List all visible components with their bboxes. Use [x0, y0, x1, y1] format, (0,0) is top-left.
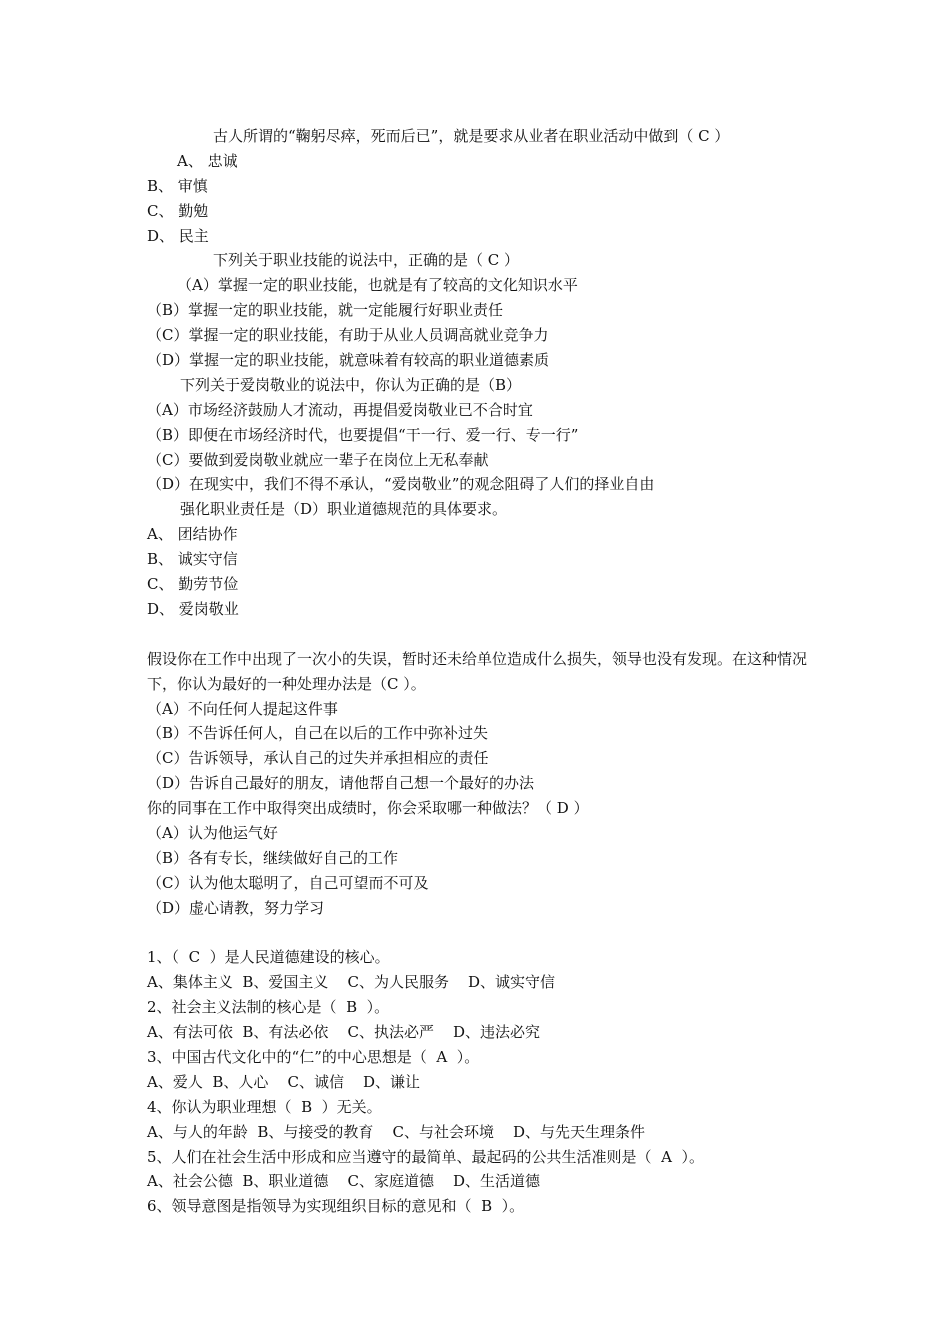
answer-option: （D）在现实中，我们不得不承认，“爱岗敬业”的观念阻碍了人们的择业自由 [147, 475, 655, 494]
answer-option: （B）即便在市场经济时代，也要提倡“干一行、爱一行、专一行” [147, 425, 579, 444]
answer-option: （D）虚心请教，努力学习 [147, 898, 325, 917]
answer-option: B、 诚实守信 [147, 550, 238, 569]
question-stem: 1、（ C ）是人民道德建设的核心。 [147, 948, 390, 967]
answer-option: （A）掌握一定的职业技能，也就是有了较高的文化知识水平 [177, 276, 578, 295]
question-stem: 2、社会主义法制的核心是（ B ）。 [147, 998, 390, 1017]
answer-option: B、 审慎 [147, 176, 208, 195]
question-stem: 3、中国古代文化中的“仁”的中心思想是（ A ）。 [147, 1047, 480, 1066]
answer-options-row: A、爱人 B、人心 C、诚信 D、谦让 [147, 1072, 421, 1091]
question-stem: 4、你认为职业理想（ B ）无关。 [147, 1097, 382, 1116]
answer-option: C、 勤劳节俭 [147, 575, 239, 594]
question-stem: 古人所谓的“鞠躬尽瘁，死而后已”，就是要求从业者在职业活动中做到（ C ） [213, 127, 730, 145]
answer-option: （A）认为他运气好 [147, 823, 278, 842]
answer-option: （A）不向任何人提起这件事 [147, 699, 338, 718]
answer-option: （B）掌握一定的职业技能，就一定能履行好职业责任 [147, 301, 504, 320]
answer-option: （C）要做到爱岗敬业就应一辈子在岗位上无私奉献 [147, 450, 489, 469]
answer-option: D、 爱岗敬业 [147, 599, 239, 618]
answer-options-row: A、社会公德 B、职业道德 C、家庭道德 D、生活道德 [147, 1172, 541, 1191]
answer-options-row: A、与人的年龄 B、与接受的教育 C、与社会环境 D、与先天生理条件 [147, 1122, 646, 1141]
answer-option: （D）掌握一定的职业技能，就意味着有较高的职业道德素质 [147, 351, 550, 370]
document-body [147, 124, 827, 1219]
answer-option: （B）各有专长，继续做好自己的工作 [147, 848, 399, 867]
answer-option: （A）市场经济鼓励人才流动，再提倡爱岗敬业已不合时宜 [147, 400, 533, 419]
spacer [147, 622, 827, 647]
answer-option: （B）不告诉任何人，自己在以后的工作中弥补过失 [147, 724, 489, 743]
answer-option: （C）认为他太聪明了，自己可望而不可及 [147, 873, 429, 892]
question-stem: 假设你在工作中出现了一次小的失误，暂时还未给单位造成什么损失，领导也没有发现。在这种情况下，你认为最好的一种处理办法是（C ）。 [147, 649, 808, 693]
question-stem: 6、领导意图是指领导为实现组织目标的意见和（ B ）。 [147, 1197, 525, 1216]
question-stem: 下列关于职业技能的说法中，正确的是（ C ） [213, 251, 520, 270]
question-stem: 下列关于爱岗敬业的说法中，你认为正确的是（B） [180, 375, 522, 394]
answer-option: （C）告诉领导，承认自己的过失并承担相应的责任 [147, 749, 489, 768]
question-stem: 你的同事在工作中取得突出成绩时，你会采取哪一种做法？（ D ） [147, 799, 589, 818]
answer-option: （D）告诉自己最好的朋友，请他帮自己想一个最好的办法 [147, 774, 535, 793]
answer-option: D、 民主 [147, 226, 209, 245]
question-stem: 5、人们在社会生活中形成和应当遵守的最简单、最起码的公共生活准则是（ A ）。 [147, 1147, 704, 1166]
answer-option: A、 团结协作 [147, 525, 238, 544]
answer-option: C、 勤勉 [147, 201, 209, 220]
answer-options-row: A、集体主义 B、爱国主义 C、为人民服务 D、诚实守信 [147, 973, 556, 992]
spacer [147, 921, 827, 946]
answer-option: （C）掌握一定的职业技能，有助于从业人员调高就业竞争力 [147, 326, 549, 345]
question-stem: 强化职业责任是（D）职业道德规范的具体要求。 [180, 500, 508, 519]
answer-option: A、 忠诚 [177, 151, 238, 170]
answer-options-row: A、有法可依 B、有法必依 C、执法必严 D、违法必究 [147, 1023, 541, 1042]
